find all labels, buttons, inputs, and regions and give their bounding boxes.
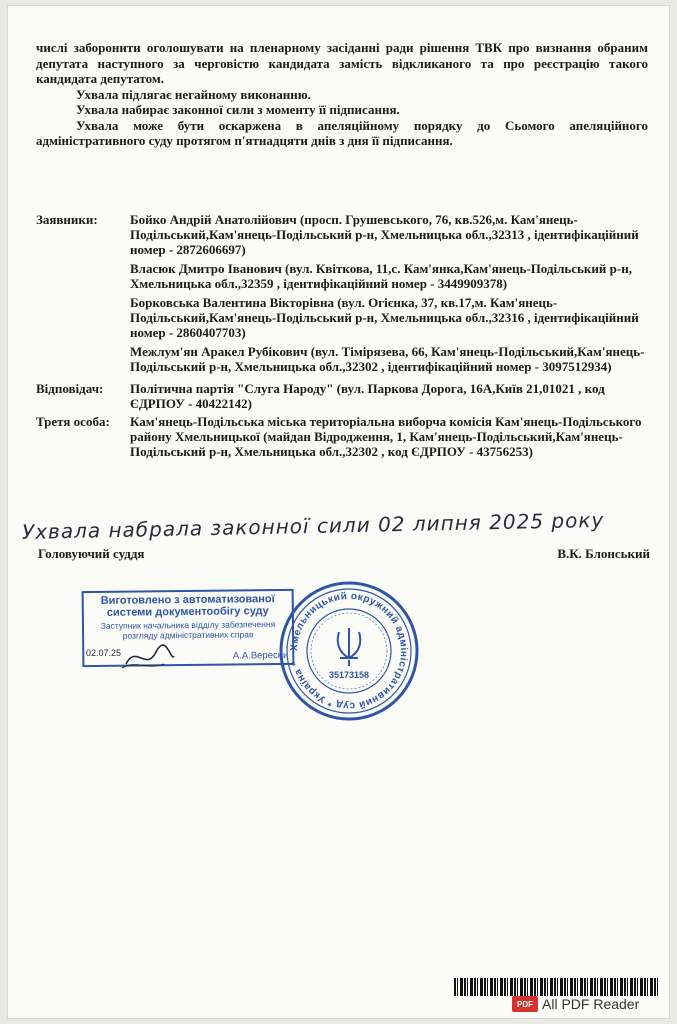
watermark-label: All PDF Reader bbox=[542, 996, 640, 1012]
judge-title: Головуючий суддя bbox=[38, 546, 145, 561]
trident-icon bbox=[338, 628, 361, 666]
stamp-signer: А.А.Вересни bbox=[232, 649, 289, 662]
applicant-4: Межлум'ян Аракел Рубікович (вул. Тімірязева, 66, Кам'янець-Подільський,Кам'янець-Подільський р-н, Хмельницька обл.,32302 , ідентифікаційний номер - 3097512934) bbox=[130, 344, 645, 374]
applicant-3: Борковська Валентина Вікторівна (вул. Огієнка, 37, кв.17,м. Кам'янець-Подільський,Кам'янець-Подільський р-н, Хмельницька обл.,32316 , ідентифікаційний номер - 2860407703) bbox=[130, 295, 639, 340]
applicants-list bbox=[130, 212, 651, 378]
third-party-value: Кам'янець-Подільська міська територіальна виборча комісія Кам'янець-Подільського району Хмельницької (майдан Відродження, 1, Кам'янець-Подільський,Кам'янець-Подільський р-н, Хмельницька обл.,32302 , код ЄДРПОУ - 43756253) bbox=[130, 414, 642, 459]
seal-code: 35173158 bbox=[328, 670, 370, 680]
respondent-label: Відповідач: bbox=[36, 381, 104, 396]
third-party-row bbox=[36, 414, 651, 459]
judge-signature-line bbox=[38, 546, 650, 562]
ruling-paragraph-1: числі заборонити оголошувати на пленарному засіданні ради рішення ТВК про визнання обраним депутата наступного за черговістю кандидата замість відкликаного та про реєстрацію такого кандидата депутатом. bbox=[36, 40, 648, 86]
respondent-value: Політична партія "Слуга Народу" (вул. Паркова Дорога, 16А,Київ 21,01021 , код ЄДРПОУ - 40422142) bbox=[130, 381, 605, 411]
parties-block bbox=[36, 212, 651, 462]
stamp-signature-icon bbox=[86, 642, 176, 676]
stamp-line-1: Виготовлено з автоматизованої системи документообігу суду bbox=[100, 593, 275, 619]
pdf-app-icon: PDF bbox=[512, 996, 538, 1012]
ruling-paragraph-3: Ухвала набирає законної сили з моменту її підписання. bbox=[76, 102, 400, 117]
ruling-paragraph-2: Ухвала підлягає негайному виконанню. bbox=[76, 86, 311, 102]
third-party-label: Третя особа: bbox=[36, 414, 110, 429]
applicant-1: Бойко Андрій Анатолійович (просп. Грушевського, 76, кв.526,м. Кам'янець-Подільський,Кам'янець-Подільський р-н, Хмельницька обл.,32313 , ідентифікаційний номер - 2872606697) bbox=[130, 212, 639, 257]
judge-name: В.К. Блонський bbox=[557, 546, 650, 561]
reader-watermark bbox=[512, 994, 664, 1014]
seal-ring-text: Хмельницький окружний адміністративний суд * Україна * bbox=[288, 590, 410, 712]
stamp-date: 02.07.25 bbox=[86, 648, 122, 658]
document-page bbox=[8, 6, 669, 1018]
ruling-paragraph-4: Ухвала може бути оскаржена в апеляційному порядку до Сьомого апеляційного адміністративного суду протягом п'ятнадцяти днів з дня її підписання. bbox=[36, 117, 648, 148]
court-seal bbox=[278, 580, 420, 722]
applicants-label: Заявники: bbox=[36, 212, 98, 227]
ruling-text bbox=[36, 40, 648, 149]
respondent-row bbox=[36, 381, 651, 411]
stamp-line-2: Заступник начальника відділу забезпечення розгляду адміністративних справ bbox=[100, 619, 276, 641]
handwritten-annotation: Ухвала набрала законної сили 02 липня 2025 року bbox=[21, 507, 605, 544]
applicant-2: Власюк Дмитро Іванович (вул. Квіткова, 11,с. Кам'янка,Кам'янець-Подільський р-н, Хмельницька обл.,32359 , ідентифікаційний номер - 3449909378) bbox=[130, 261, 632, 291]
applicants-row bbox=[36, 212, 651, 378]
